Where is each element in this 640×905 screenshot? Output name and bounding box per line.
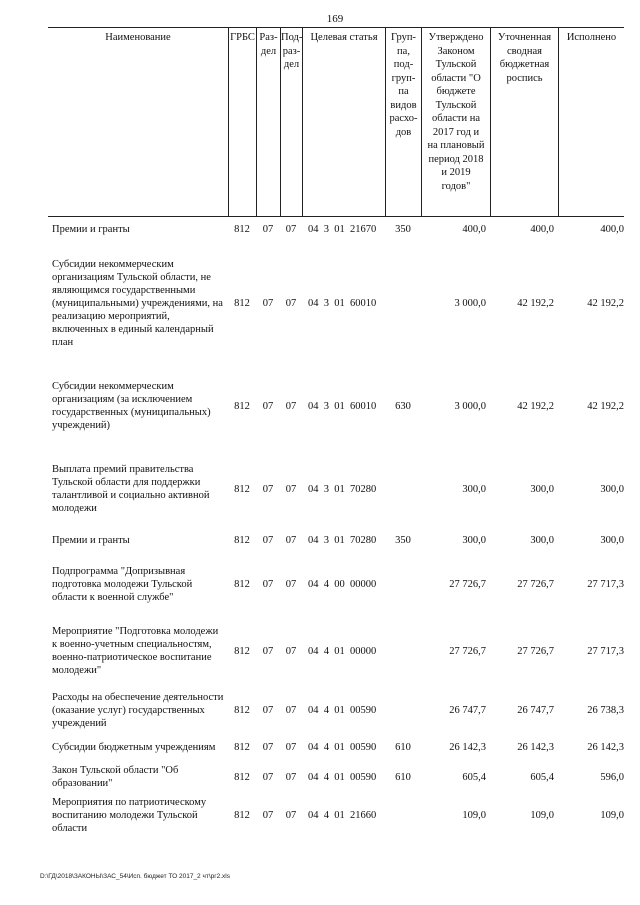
table-row: [48, 688, 624, 732]
row-grbs: 812: [234, 483, 250, 495]
row-refined: 42 192,2: [517, 400, 554, 412]
row-razdel: 07: [262, 400, 274, 412]
table-header: [48, 27, 624, 217]
row-refined: 27 726,7: [517, 578, 554, 590]
row-done: 596,0: [600, 771, 624, 783]
row-name: Выплата премий правительства Тульской области для поддержки талантливой и социально активной молодежи: [52, 464, 210, 514]
row-refined: 400,0: [530, 223, 554, 235]
row-podrazdel: 07: [285, 578, 297, 590]
row-podrazdel: 07: [285, 223, 297, 235]
row-done: 109,0: [600, 809, 624, 821]
row-name: Мероприятия по патриотическому воспитанию молодежи Тульской области: [52, 796, 207, 834]
row-refined: 42 192,2: [517, 297, 554, 309]
row-name: Мероприятие "Подготовка молодежи к военно-учетным специальностям, военно-патриотическое воспитание молодежи": [52, 626, 219, 676]
row-razdel: 07: [262, 771, 274, 783]
row-podrazdel: 07: [285, 483, 297, 495]
row-done: 42 192,2: [587, 297, 624, 309]
header-podrazdel: Под- раз- дел: [280, 28, 302, 216]
header-refined: Уточненная сводная бюджетная роспись: [490, 28, 558, 216]
row-approved: 605,4: [462, 771, 486, 783]
row-group: 610: [395, 771, 411, 783]
row-approved: 300,0: [462, 534, 486, 546]
header-name: Наименование: [105, 32, 171, 43]
row-done: 26 738,3: [587, 704, 624, 716]
header-approved: Утверждено Законом Тульской области "О бюджете Тульской области на 2017 год и на плановый период 2018 и 2019 годов": [421, 28, 490, 216]
row-grbs: 812: [234, 578, 250, 590]
table-row: [48, 247, 624, 359]
row-razdel: 07: [262, 297, 274, 309]
row-group: [385, 562, 421, 606]
row-group: 350: [395, 534, 411, 546]
page-number: 169: [326, 13, 344, 25]
row-approved: 27 726,7: [449, 578, 486, 590]
row-refined: 27 726,7: [517, 645, 554, 657]
row-razdel: 07: [262, 483, 274, 495]
row-grbs: 812: [234, 534, 250, 546]
row-approved: 3 000,0: [454, 400, 486, 412]
row-approved: 109,0: [462, 809, 486, 821]
row-refined: 300,0: [530, 483, 554, 495]
row-name: Подпрограмма "Допризывная подготовка молодежи Тульской области к военной службе": [52, 565, 193, 603]
row-razdel: 07: [262, 645, 274, 657]
row-target: 04 4 01 00590: [308, 704, 377, 716]
header-target: Целевая статья: [302, 28, 385, 216]
row-grbs: 812: [234, 400, 250, 412]
row-approved: 400,0: [462, 223, 486, 235]
row-name: Расходы на обеспечение деятельности (оказание услуг) государственных учреждений: [52, 691, 224, 729]
row-refined: 26 142,3: [517, 741, 554, 753]
row-razdel: 07: [262, 223, 274, 235]
row-grbs: 812: [234, 704, 250, 716]
row-done: 26 142,3: [587, 741, 624, 753]
row-target: 04 4 01 00590: [308, 741, 377, 753]
header-done: Исполнено: [558, 28, 624, 216]
row-podrazdel: 07: [285, 809, 297, 821]
row-done: 42 192,2: [587, 400, 624, 412]
row-group: 350: [395, 223, 411, 235]
row-name: Субсидии бюджетным учреждениям: [52, 741, 216, 753]
row-name: Закон Тульской области "Об образовании": [52, 765, 179, 789]
row-target: 04 3 01 60010: [308, 400, 377, 412]
row-podrazdel: 07: [285, 741, 297, 753]
row-grbs: 812: [234, 741, 250, 753]
header-grbs: ГРБС: [228, 28, 256, 216]
row-razdel: 07: [262, 534, 274, 546]
table-row: [48, 762, 624, 792]
row-podrazdel: 07: [285, 771, 297, 783]
row-refined: 300,0: [530, 534, 554, 546]
row-grbs: 812: [234, 645, 250, 657]
table-row: [48, 793, 624, 837]
row-podrazdel: 07: [285, 297, 297, 309]
row-done: 400,0: [600, 223, 624, 235]
row-razdel: 07: [262, 578, 274, 590]
row-razdel: 07: [262, 704, 274, 716]
row-group: [385, 688, 421, 732]
row-grbs: 812: [234, 297, 250, 309]
table-row: [48, 562, 624, 606]
row-target: 04 3 01 21670: [308, 223, 377, 235]
row-name: Премии и гранты: [52, 534, 130, 546]
row-target: 04 3 01 70280: [308, 534, 377, 546]
row-refined: 26 747,7: [517, 704, 554, 716]
table-row: [48, 221, 624, 237]
row-group: [385, 619, 421, 683]
row-target: 04 3 01 60010: [308, 297, 377, 309]
row-grbs: 812: [234, 809, 250, 821]
row-group: [385, 459, 421, 519]
table-row: [48, 375, 624, 437]
row-target: 04 4 00 00000: [308, 578, 377, 590]
header-group: Груп- па, под- груп- па видов расхо- дов: [385, 28, 421, 216]
row-razdel: 07: [262, 809, 274, 821]
table-row: [48, 619, 624, 683]
row-done: 300,0: [600, 483, 624, 495]
row-name: Субсидии некоммерческим организациям Тульской области, не являющимся государственными (муниципальными) учреждениями, на реализацию мероприятий, включенных в единый календарный план: [52, 258, 223, 348]
row-target: 04 4 01 00000: [308, 645, 377, 657]
table-row: [48, 532, 624, 548]
row-approved: 27 726,7: [449, 645, 486, 657]
row-group: 610: [395, 741, 411, 753]
row-grbs: 812: [234, 223, 250, 235]
row-approved: 26 142,3: [449, 741, 486, 753]
header-razdel: Раз- дел: [256, 28, 280, 216]
row-done: 27 717,3: [587, 645, 624, 657]
row-group: [385, 247, 421, 359]
row-target: 04 3 01 70280: [308, 483, 377, 495]
row-target: 04 4 01 00590: [308, 771, 377, 783]
row-razdel: 07: [262, 741, 274, 753]
row-podrazdel: 07: [285, 400, 297, 412]
row-approved: 3 000,0: [454, 297, 486, 309]
row-grbs: 812: [234, 771, 250, 783]
row-name: Премии и гранты: [52, 223, 130, 235]
row-refined: 109,0: [530, 809, 554, 821]
row-podrazdel: 07: [285, 645, 297, 657]
table-row: [48, 732, 624, 762]
row-approved: 300,0: [462, 483, 486, 495]
row-name: Субсидии некоммерческим организациям (за исключением государственных (муниципальных) учреждений): [52, 381, 211, 431]
row-done: 27 717,3: [587, 578, 624, 590]
row-podrazdel: 07: [285, 534, 297, 546]
row-done: 300,0: [600, 534, 624, 546]
file-path-footer: D:\ГД\2018\ЗАКОНЫ\ЗАС_54\Исп. бюджет ТО 2017_2 чт\рг2.xls: [40, 873, 231, 880]
row-target: 04 4 01 21660: [308, 809, 377, 821]
row-refined: 605,4: [530, 771, 554, 783]
row-group: [385, 793, 421, 837]
row-podrazdel: 07: [285, 704, 297, 716]
table-row: [48, 459, 624, 519]
row-approved: 26 747,7: [449, 704, 486, 716]
row-group: 630: [395, 400, 411, 412]
